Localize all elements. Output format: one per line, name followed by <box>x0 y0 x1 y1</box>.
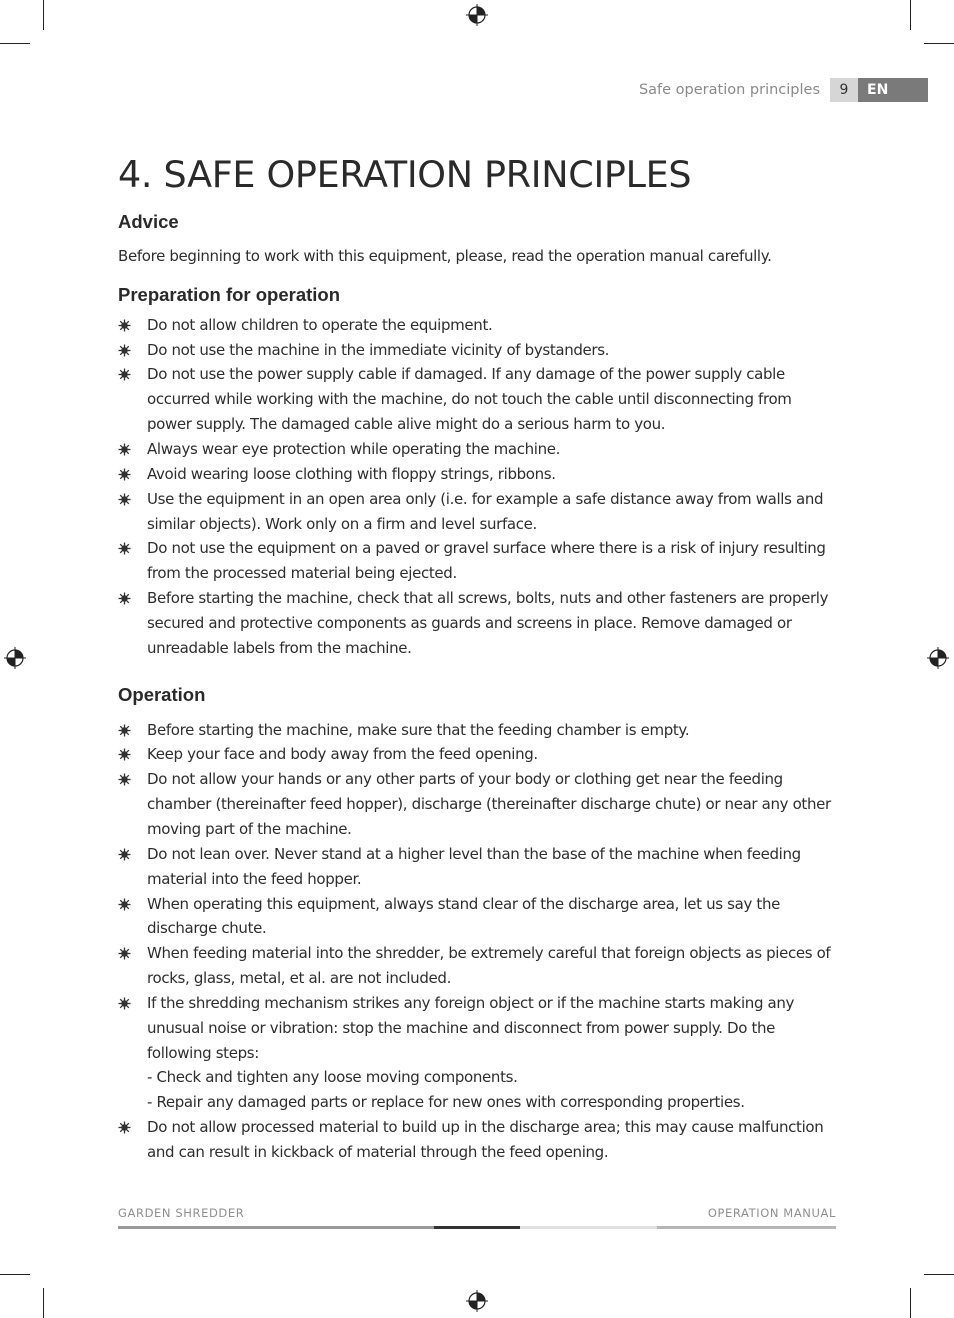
list-item <box>118 313 838 338</box>
bullet-icon <box>118 773 131 786</box>
list-item-text: Do not use the machine in the immediate vicinity of bystanders. <box>147 340 610 359</box>
language-tab: EN <box>858 78 928 102</box>
registration-mark-icon <box>466 4 488 26</box>
page-number: 9 <box>830 78 858 102</box>
header-section-title: Safe operation principles <box>638 82 820 98</box>
footer-rule <box>657 1226 836 1229</box>
list-item-text: Keep your face and body away from the feed opening. <box>147 745 538 764</box>
list-item <box>118 1115 838 1165</box>
bullet-icon <box>118 468 131 481</box>
footer-right: OPERATION MANUAL <box>707 1206 836 1220</box>
substep: - Repair any damaged parts or replace for new ones with corresponding properties. <box>147 1093 745 1112</box>
advice-text: Before beginning to work with this equipment, please, read the operation manual carefully. <box>118 247 772 265</box>
list-item-text: Avoid wearing loose clothing with floppy strings, ribbons. <box>147 464 556 483</box>
bullet-icon <box>118 997 131 1010</box>
list-item-text: Do not allow processed material to build up in the discharge area; this may cause malfunction and can result in kickback of material through the feed opening. <box>147 1118 824 1161</box>
list-item-text: Do not lean over. Never stand at a higher level than the base of the machine when feeding material into the feed hopper. <box>147 844 801 888</box>
crop-mark-icon <box>0 1274 30 1275</box>
footer-rule <box>520 1226 657 1229</box>
list-item <box>118 892 838 942</box>
list-item-text: Before starting the machine, make sure that the feeding chamber is empty. <box>147 720 690 739</box>
bullet-icon <box>118 724 131 737</box>
crop-mark-icon <box>43 1288 44 1318</box>
crop-mark-icon <box>43 0 44 30</box>
operation-heading: Operation <box>118 683 206 705</box>
registration-mark-icon <box>4 647 26 669</box>
list-item <box>118 767 838 842</box>
operation-list <box>118 718 838 1165</box>
crop-mark-icon <box>0 43 30 44</box>
bullet-icon <box>118 592 131 605</box>
list-item-text: Do not allow children to operate the equipment. <box>147 315 493 334</box>
bullet-icon <box>118 748 131 761</box>
footer-left: GARDEN SHREDDER <box>118 1206 245 1220</box>
bullet-icon <box>118 443 131 456</box>
bullet-icon <box>118 319 131 332</box>
list-item-text: If the shredding mechanism strikes any foreign object or if the machine starts making any unusual noise or vibration: stop the machine and disconnect from power supply. Do the following steps: <box>147 993 795 1062</box>
bullet-icon <box>118 493 131 506</box>
list-item <box>118 338 838 363</box>
substep: - Check and tighten any loose moving components. <box>147 1068 518 1087</box>
list-item <box>118 718 838 743</box>
list-item <box>118 842 838 892</box>
list-item <box>118 362 838 437</box>
bullet-icon <box>118 848 131 861</box>
list-item <box>118 437 838 462</box>
crop-mark-icon <box>910 0 911 30</box>
list-item <box>118 586 838 661</box>
bullet-icon <box>118 542 131 555</box>
list-item-text: When operating this equipment, always stand clear of the discharge area, let us say the discharge chute. <box>147 894 780 938</box>
list-item-text: Do not allow your hands or any other parts of your body or clothing get near the feeding chamber (thereinafter feed hopper), discharge (thereinafter discharge chute) or near any other moving part of the machine. <box>147 770 831 838</box>
list-item <box>118 536 838 586</box>
bullet-icon <box>118 947 131 960</box>
registration-mark-icon <box>466 1290 488 1312</box>
registration-mark-icon <box>927 647 949 669</box>
bullet-icon <box>118 344 131 357</box>
list-item <box>118 462 838 487</box>
running-header <box>639 78 928 102</box>
page-content <box>118 150 838 1165</box>
list-item <box>118 941 838 991</box>
list-item-text: Always wear eye protection while operating the machine. <box>147 440 561 459</box>
list-item <box>118 991 838 1115</box>
crop-mark-icon <box>924 43 954 44</box>
crop-mark-icon <box>910 1288 911 1318</box>
bullet-icon <box>118 1121 131 1134</box>
advice-heading: Advice <box>118 211 179 232</box>
list-item-text: Use the equipment in an open area only (i.e. for example a safe distance away from walls and similar objects). Work only on a firm and level surface. <box>147 489 824 533</box>
footer-rule <box>118 1226 434 1229</box>
list-item <box>118 742 838 767</box>
bullet-icon <box>118 898 131 911</box>
preparation-heading: Preparation for operation <box>118 283 341 305</box>
crop-mark-icon <box>924 1274 954 1275</box>
list-item-text: When feeding material into the shredder, be extremely careful that foreign objects as pieces of rocks, glass, metal, et al. are not included. <box>147 944 831 988</box>
list-item-text: Before starting the machine, check that all screws, bolts, nuts and other fasteners are properly secured and protective components as guards and screens in place. Remove damaged or unreadable labels from the machine. <box>147 589 829 657</box>
list-item-text: Do not use the power supply cable if damaged. If any damage of the power supply cable occurred while working with the machine, do not touch the cable until disconnecting from power supply. The damaged cable alive might do a serious harm to you. <box>147 365 792 434</box>
preparation-list <box>118 313 838 661</box>
list-item-text: Do not use the equipment on a paved or gravel surface where there is a risk of injury resulting from the processed material being ejected. <box>147 539 826 583</box>
page-title: 4. SAFE OPERATION PRINCIPLES <box>118 153 692 196</box>
list-item <box>118 487 838 537</box>
bullet-icon <box>118 368 131 381</box>
footer-rule <box>434 1226 520 1229</box>
